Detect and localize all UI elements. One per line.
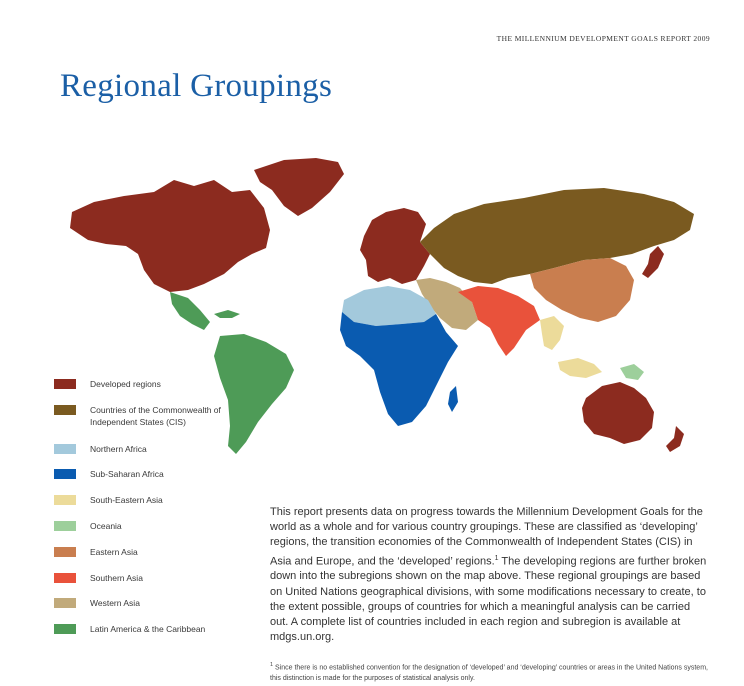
legend-label: South-Eastern Asia [90,495,163,505]
map-south-eastern-asia [540,316,602,378]
legend-item-developed [54,378,240,390]
footnote-mark: 1 [270,662,274,668]
legend-item-northern-africa [54,443,240,455]
legend-label: Developed regions [90,379,161,389]
legend-item-sub-saharan-africa [54,468,240,480]
legend-item-southern-asia [54,572,240,584]
legend-item-south-eastern-asia [54,494,240,506]
legend-label: Southern Asia [90,573,143,583]
legend-label: Latin America & the Caribbean [90,624,206,634]
legend-label: Sub-Saharan Africa [90,469,164,479]
map-oceania [620,364,644,380]
legend-label: Eastern Asia [90,547,138,557]
legend-label: Oceania [90,521,122,531]
footnote [270,660,720,684]
legend-label: Western Asia [90,598,140,608]
legend-swatch [54,444,76,454]
body-text-part1: This report presents data on progress towards the Millennium Development Goals for the world as a whole and for various country groupings. These are classified as ‘developing’ regions, the transition economies of the Commonwealth of Independent States (CIS) in Asia and Europe, and the ‘developed’ regions. [270,506,703,568]
legend-label: Northern Africa [90,444,147,454]
page-title: Regional Groupings [60,68,333,104]
map-sub-saharan-africa [340,312,458,426]
legend-swatch [54,547,76,557]
legend-item-eastern-asia [54,546,240,558]
body-paragraph [270,505,710,645]
body-text-part2: The developing regions are further broken down into the subregions shown on the map above. These regional groupings are based on United Nations geographical divisions, with some modifications necessary to create, to the extent possible, groups of countries for which a meaningful analysis can be carried out. A complete list of countries included in each region and subregion is available at mdgs.un.org. [270,555,707,644]
legend-swatch [54,624,76,634]
map-latin-america [170,292,294,454]
running-head: THE MILLENNIUM DEVELOPMENT GOALS REPORT 2009 [496,34,710,43]
world-map [54,150,718,480]
legend-item-oceania [54,520,240,532]
footnote-reference: 1 [494,554,499,562]
legend-swatch [54,495,76,505]
legend-swatch [54,521,76,531]
legend-item-latin-america [54,623,240,635]
legend-item-western-asia [54,597,240,609]
legend-swatch [54,469,76,479]
legend-swatch [54,379,76,389]
legend-swatch [54,598,76,608]
legend-swatch [54,573,76,583]
legend-swatch [54,405,76,415]
footnote-text: Since there is no established convention for the designation of ‘developed’ and ‘developing’ countries or areas in the United Nations system, this distinction is made for the purposes of statistical analysis only. [270,664,708,683]
legend-label: Countries of the Commonwealth of Independent States (CIS) [90,405,221,427]
legend-item-cis [54,404,240,428]
